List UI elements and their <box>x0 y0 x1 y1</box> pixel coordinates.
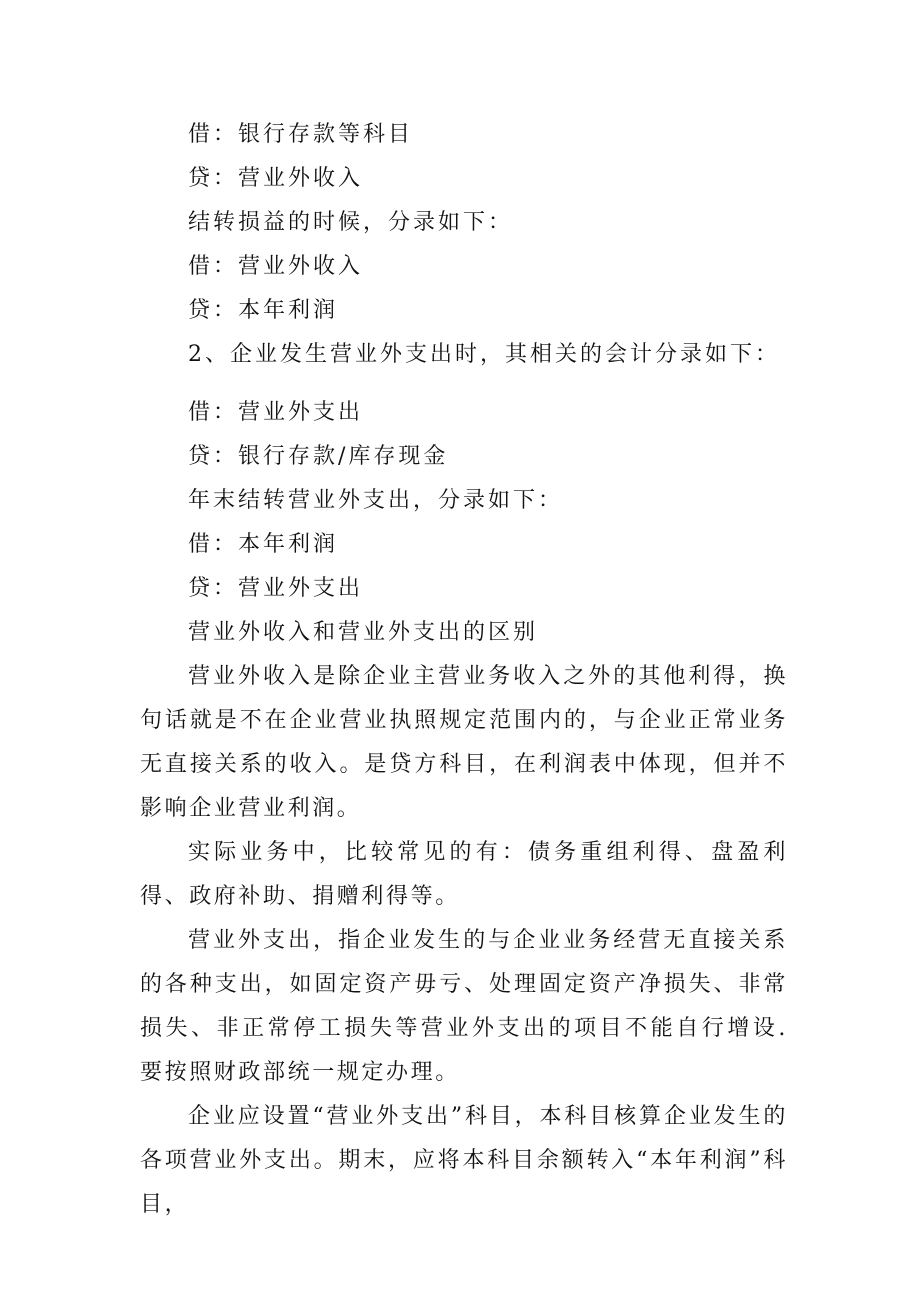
entry-credit-current-year-profit: 贷：本年利润 <box>188 298 339 323</box>
paragraph-common-items: 实际业务中，比较常见的有：债务重组利得、盘盈利得、政府补助、捐赠利得等。 <box>140 840 788 909</box>
entry-debit-current-year-profit: 借：本年利润 <box>188 532 339 557</box>
entry-debit-nonoperating-income: 借：营业外收入 <box>188 254 364 279</box>
difference-heading: 营业外收入和营业外支出的区别 <box>188 620 539 645</box>
entry-debit-nonoperating-expense: 借：营业外支出 <box>188 400 364 425</box>
section-2-heading: 2、企业发生营业外支出时，其相关的会计分录如下： <box>188 342 780 367</box>
entry-closing-note: 结转损益的时候，分录如下： <box>188 210 514 235</box>
entry-credit-nonoperating-income: 贷：营业外收入 <box>188 166 364 191</box>
paragraph-nonoperating-income: 营业外收入是除企业主营业务收入之外的其他利得，换句话就是不在企业营业执照规定范围内的，与企业正常业务无直接关系的收入。是贷方科目，在利润表中体现，但并不影响企业营业利润。 <box>140 664 788 821</box>
entry-credit-bank-cash: 贷：银行存款/库存现金 <box>188 444 449 469</box>
paragraph-nonoperating-expense: 营业外支出，指企业发生的与企业业务经营无直接关系的各种支出，如固定资产毋亏、处理固定资产净损失、非常损失、非正常停工损失等营业外支出的项目不能自行增设.要按照财政部统一规定办理。 <box>140 928 788 1085</box>
entry-credit-nonoperating-expense: 贷：营业外支出 <box>188 576 364 601</box>
paragraph-account-setup: 企业应设置“营业外支出”科目，本科目核算企业发生的各项营业外支出。期末，应将本科目余额转入“本年利润”科目， <box>140 1104 788 1217</box>
entry-year-end-closing-note: 年末结转营业外支出，分录如下： <box>188 488 564 513</box>
entry-debit-bank-deposit: 借：银行存款等科目 <box>188 122 414 147</box>
